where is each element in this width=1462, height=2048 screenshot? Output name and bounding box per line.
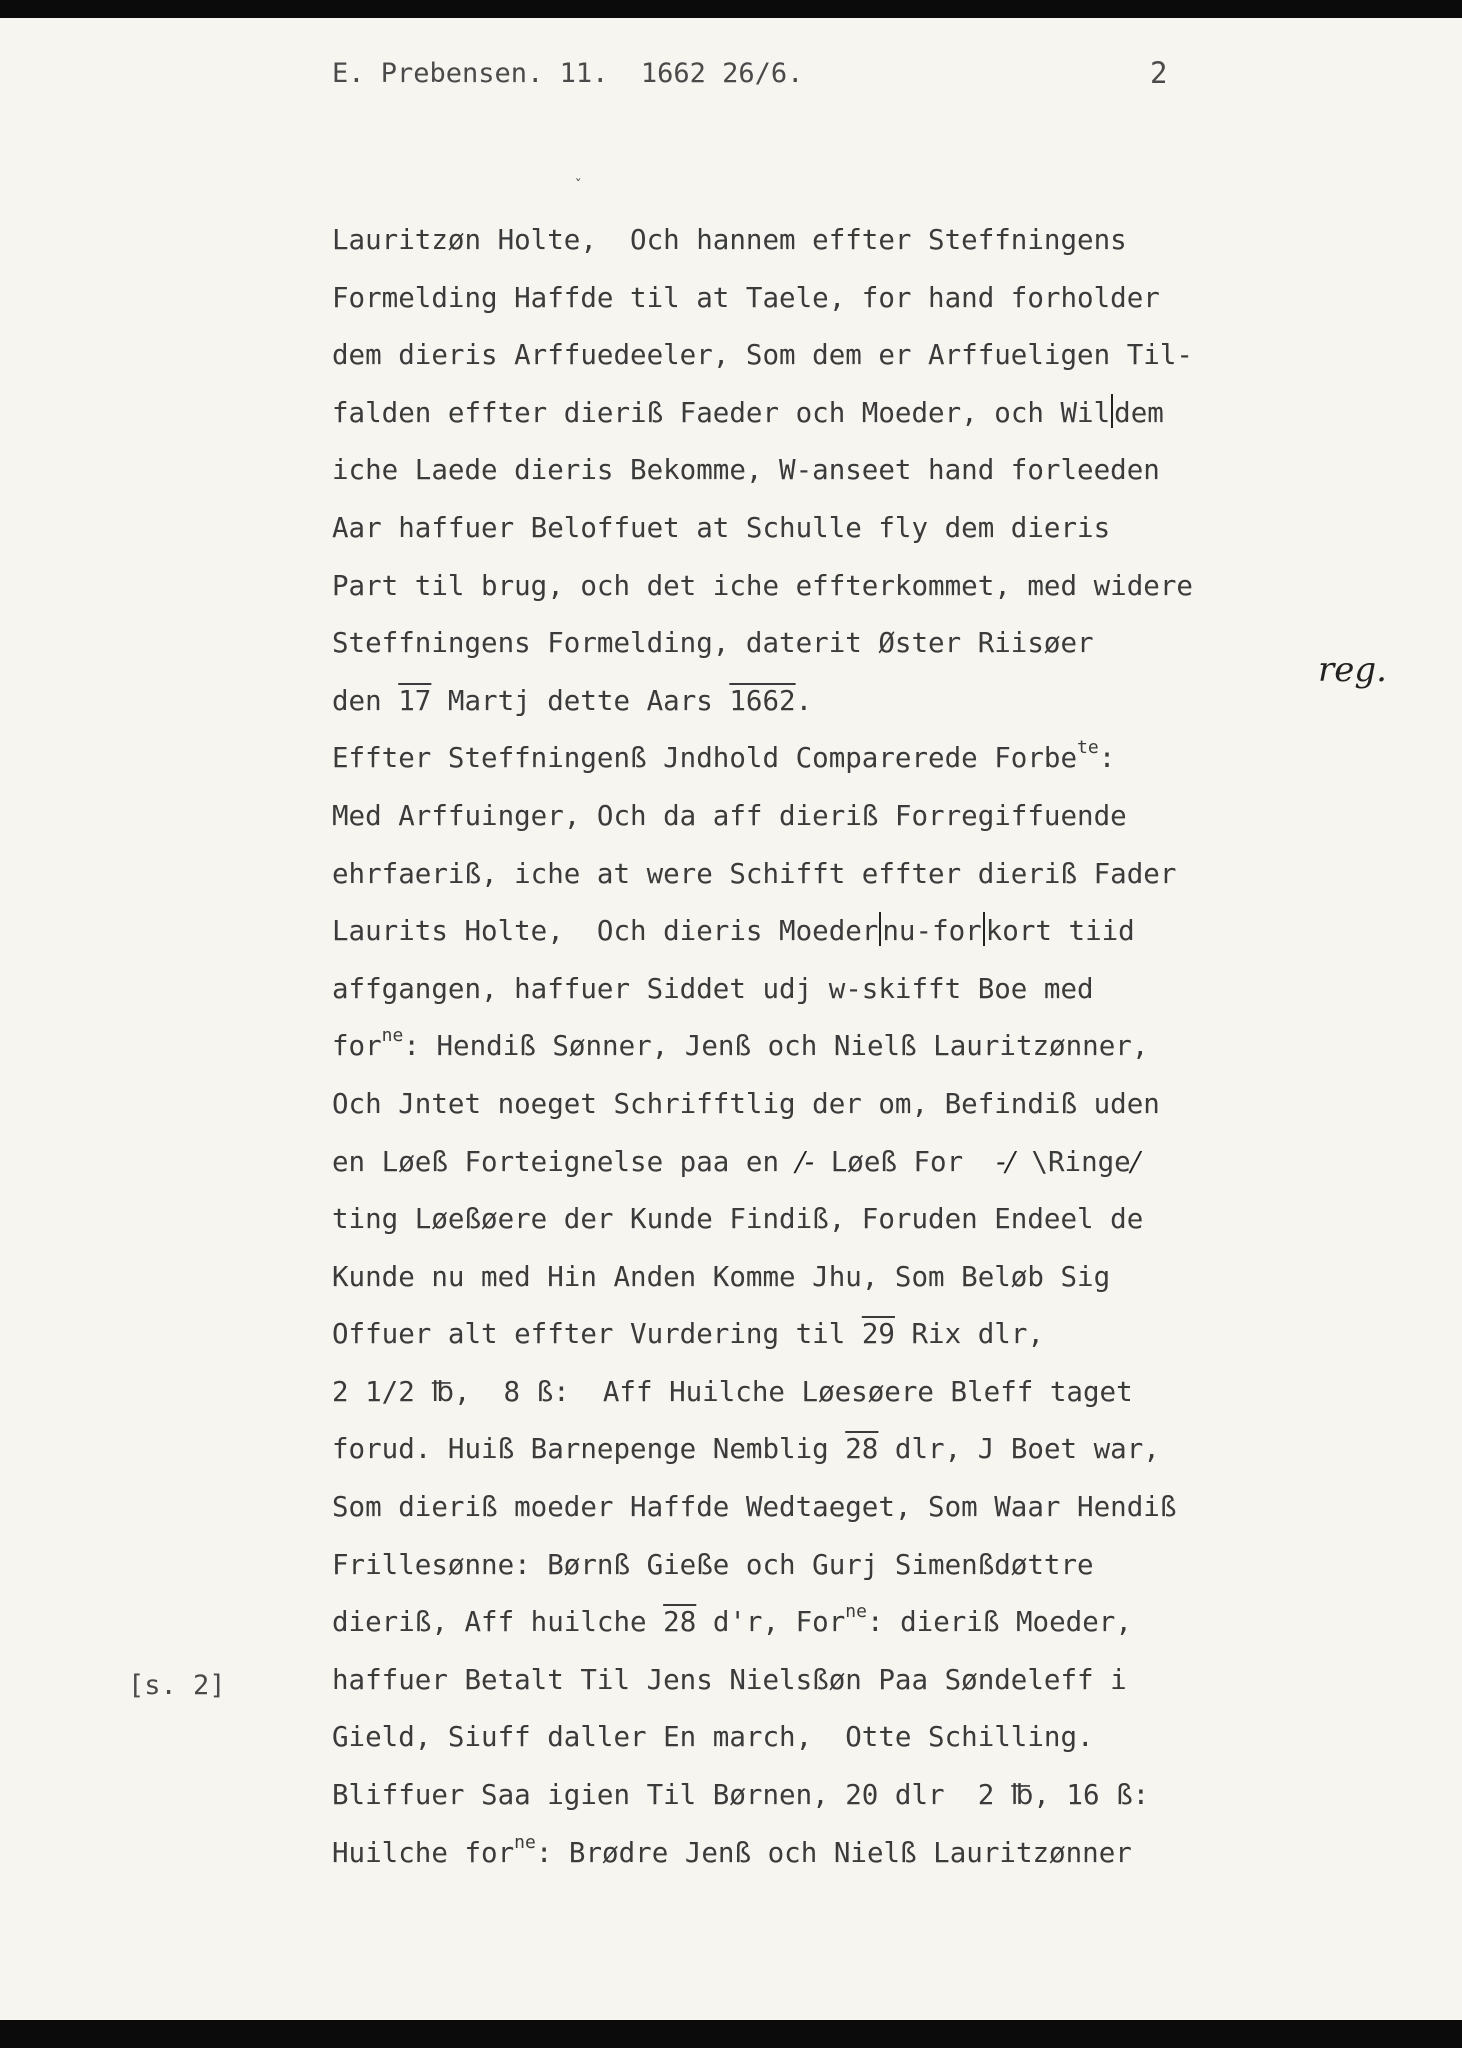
date-year: 1662 (729, 684, 796, 717)
line-22-part-a: forud. Huiß Barnepenge Nemblig (332, 1433, 846, 1466)
divider-mark (1111, 394, 1113, 428)
line-20-part-c: Rix dlr, (894, 1318, 1044, 1351)
superscript: ne (845, 1601, 867, 1623)
text-line-24: Frillesønne: Børnß Gieße och Gurj Simenßdøttre (332, 1548, 1094, 1581)
text-line-12: ehrfaeriß, iche at were Schifft effter dieriß Fader (332, 857, 1177, 890)
text-line-19: Kunde nu med Hin Anden Komme Jhu, Som Beløb Sig (332, 1260, 1111, 1293)
line-13-part-c: for (932, 915, 982, 948)
text-line-6: Aar haffuer Beloffuet at Schulle fly dem dieris (332, 511, 1111, 544)
line-25-part-a: dieriß, Aff huilche (332, 1606, 664, 1639)
line-9-part-c: Martj dette Aars (431, 684, 730, 717)
line-15-part-a: for (332, 1030, 382, 1063)
amount: 28 (845, 1433, 879, 1466)
text-line-9 (332, 673, 1342, 731)
text-line-4 (332, 385, 1342, 443)
text-line-23: Som dieriß moeder Haffde Wedtaeget, Som Waar Hendiß (332, 1491, 1177, 1524)
text-line-3: dem dieris Arffuedeeler, Som dem er Arffueligen Til- (332, 339, 1193, 372)
line-17-part-c: Løeß For (814, 1145, 997, 1178)
superscript: ne (514, 1831, 536, 1853)
line-20-part-a: Offuer alt effter Vurdering til (332, 1318, 862, 1351)
margin-page-ref: [s. 2] (128, 1670, 226, 1701)
divider-mark (983, 912, 985, 946)
text-line-1: Lauritzøn Holte, Och hannem effter Steffningens (332, 224, 1127, 256)
line-17-part-a: en Løeß Forteignelse paa en (332, 1145, 796, 1178)
text-line-22 (332, 1421, 1342, 1479)
text-line-2: Formelding Haffde til at Taele, for hand forholder (332, 281, 1160, 314)
text-line-14: affgangen, haffuer Siddet udj w-skifft Boe med (332, 972, 1094, 1005)
text-line-11: Med Arffuinger, Och da aff dieriß Forregiffuende (332, 799, 1127, 832)
text-line-25 (332, 1594, 1342, 1652)
line-29-part-a: Huilche for (332, 1836, 515, 1869)
line-4-part-a: falden effter dieriß Faeder och Moeder (332, 396, 962, 429)
text-line-5: iche Laede dieris Bekomme, W-anseet hand forleeden (332, 454, 1160, 487)
line-9-part-a: den (332, 684, 399, 717)
line-29-part-c: : Brødre Jenß och Nielß Lauritzønner (535, 1836, 1132, 1869)
date-day: 17 (398, 684, 432, 717)
line-25-part-e: : dieriß Moeder, (866, 1606, 1132, 1639)
line-13-part-b: nu (882, 915, 916, 948)
hand-slash: / (1130, 1145, 1141, 1178)
tick-mark: ˇ (574, 178, 583, 194)
superscript: ne (381, 1025, 404, 1047)
line-13-part-d: kort tiid (985, 915, 1135, 948)
line-9-part-e: . (795, 684, 813, 717)
line-17-part-e: \Ringe (1014, 1145, 1131, 1178)
line-25-part-c: d'r, For (696, 1606, 846, 1639)
line-10-part-c: : (1098, 742, 1116, 775)
text-line-8: Steffningens Formelding, daterit Øster Riisøer (332, 627, 1094, 660)
hand-mark-open: /- (795, 1145, 815, 1178)
text-line-7: Part til brug, och det iche effterkommet, med widere (332, 569, 1193, 602)
text-line-20 (332, 1306, 1342, 1364)
text-line-10 (332, 730, 1342, 788)
document-page (0, 18, 1462, 2020)
line-4-part-c: dem (1114, 396, 1164, 429)
line-15-part-c: : Hendiß Sønner, Jenß och Nielß Lauritzønner, (403, 1030, 1149, 1063)
text-line-27: Gield, Siuff daller En march, Otte Schilling. (332, 1721, 1094, 1754)
text-line-28: Bliffuer Saa igien Til Børnen, 20 dlr 2 ℔, 16 ß: (332, 1779, 1150, 1812)
text-line-18: ting Løeßøere der Kunde Findiß, Foruden Endeel de (332, 1203, 1144, 1236)
transcription-body (332, 212, 1342, 1882)
superscript: te (1077, 737, 1099, 759)
text-line-16: Och Jntet noeget Schrifftlig der om, Befindiß uden (332, 1087, 1160, 1120)
page-number: 2 (1150, 56, 1168, 90)
line-13-part-a: Laurits Holte, Och dieris Moeder (332, 915, 879, 948)
text-line-21: 2 1/2 ℔, 8 ß: Aff Huilche Løesøere Bleff taget (332, 1375, 1133, 1408)
text-line-15 (332, 1018, 1342, 1076)
line-10-part-a: Effter Steffningenß Jndhold Comparerede Forbe (332, 742, 1078, 775)
line-22-part-c: dlr, J Boet war, (878, 1433, 1160, 1466)
text-line-26: haffuer Betalt Til Jens Nielsßøn Paa Søndeleff i (332, 1663, 1127, 1696)
text-line-17 (332, 1134, 1342, 1192)
text-line-29 (332, 1825, 1342, 1883)
text-line-13: Laurits Holte, Och dieris Moeder nu-for kort tiid (332, 903, 1342, 961)
margin-note-reg: reg. (1318, 650, 1387, 690)
page-header: E. Prebensen. 11. 1662 26/6. (332, 58, 804, 89)
line-4-part-b: , och Wil (961, 396, 1111, 429)
amount: 29 (861, 1318, 895, 1351)
amount: 28 (663, 1606, 697, 1639)
hand-mark-close: -/ (996, 1145, 1015, 1178)
